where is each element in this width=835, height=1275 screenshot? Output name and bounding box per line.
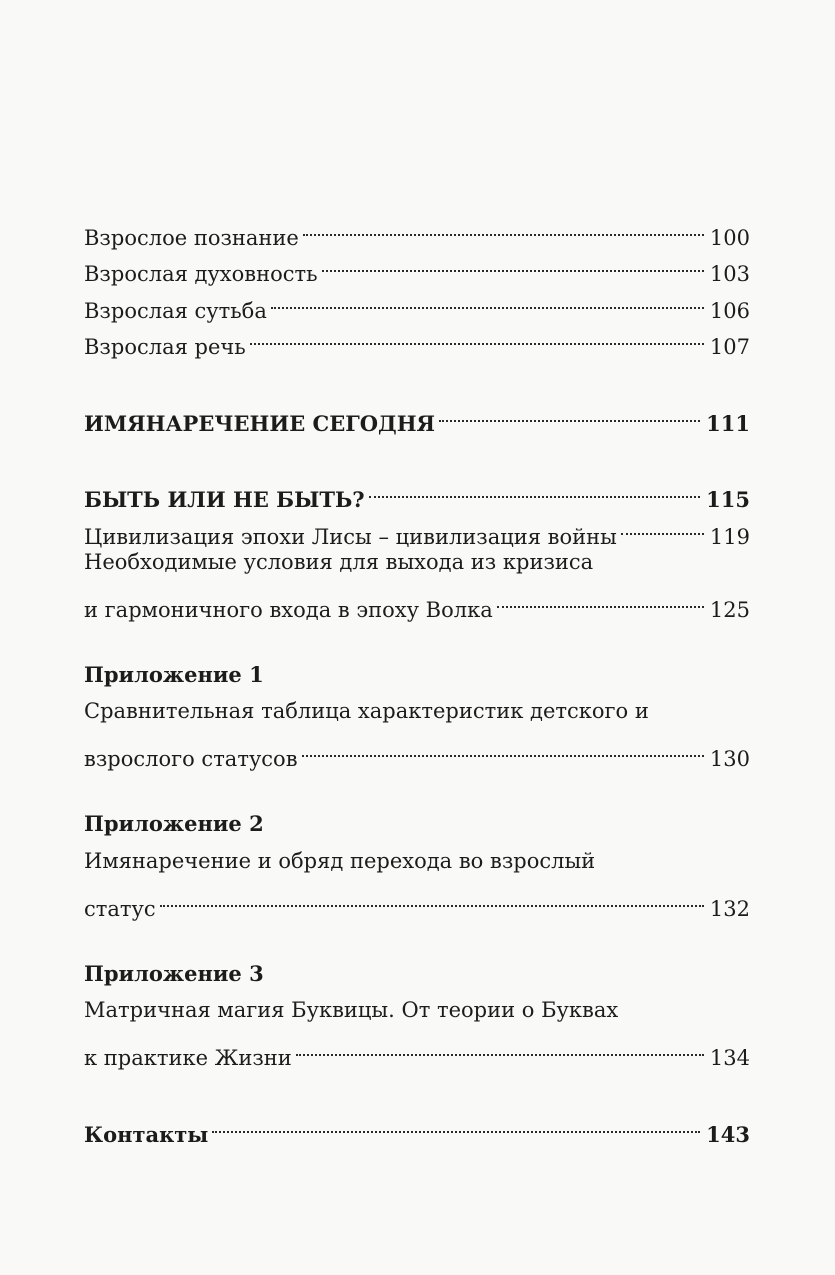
spacer [84,916,750,956]
appendix-3-entry [84,1029,750,1070]
dot-leader [271,281,704,318]
toc-entry-page: 125 [709,597,750,622]
toc-contacts [84,1105,750,1147]
appendix-2-entry [84,879,750,921]
appendix-1-entry [84,730,750,771]
appendix-3-line1: Матричная магия Буквицы. От теории о Буквах [84,998,619,1022]
dot-leader [621,507,704,544]
appendix-3-heading: Приложение 3 [84,960,264,986]
toc-entry-page: 119 [709,524,750,549]
dot-leader [303,208,704,245]
toc-entry-label: Взрослая сутьба [84,298,267,323]
toc-section-page: 111 [706,410,750,436]
appendix-1-line1: Сравнительная таблица характеристик детского и [84,699,649,723]
toc-section-label: Контакты [84,1121,209,1147]
toc-entry [84,208,750,250]
dot-leader [497,580,704,617]
dot-leader [322,245,704,282]
toc-entry-page: 134 [709,1046,750,1070]
appendix-2-line1: Имянаречение и обряд перехода во взрослый [84,848,596,873]
appendix-2-heading: Приложение 2 [84,811,264,836]
toc-section-label: ИМЯНАРЕЧЕНИЕ СЕГОДНЯ [84,410,436,436]
appendix-1-heading: Приложение 1 [84,661,264,687]
toc-section-naming [84,394,750,436]
dot-leader [296,1029,704,1066]
dot-leader [369,471,701,508]
dot-leader [250,318,704,355]
dot-leader [439,394,700,431]
dot-leader [302,730,704,767]
toc-entry-conditions [84,580,750,622]
toc-entry-label: к практике Жизни [84,1046,292,1070]
toc-entry-label: статус [84,896,156,921]
toc-entry-page: 130 [709,747,750,771]
toc-entry-page: 132 [709,896,750,921]
toc-section-be [84,471,750,512]
toc-entry-conditions-line1: Необходимые условия для выхода из кризиса [84,549,594,574]
toc-entry-label: Взрослая духовность [84,262,318,286]
toc-entry-page: 106 [709,298,750,323]
toc-entry-label: и гармоничного входа в эпоху Волка [84,597,493,622]
table-of-contents [84,208,750,1147]
dot-leader [212,1105,700,1142]
toc-entry-page: 103 [709,262,750,286]
dot-leader [160,879,704,916]
toc-section-label: БЫТЬ ИЛИ НЕ БЫТЬ? [84,487,365,512]
toc-entry-page: 100 [709,225,750,250]
toc-section-page: 115 [706,487,750,512]
toc-entry-label: Взрослая речь [84,335,246,359]
toc-entry-label: взрослого статусов [84,747,298,771]
toc-entry-label: Взрослое познание [84,225,299,250]
toc-section-page: 143 [706,1121,750,1147]
toc-entry-label: Цивилизация эпохи Лисы – цивилизация войны [84,524,617,549]
toc-entry-page: 107 [709,335,750,359]
